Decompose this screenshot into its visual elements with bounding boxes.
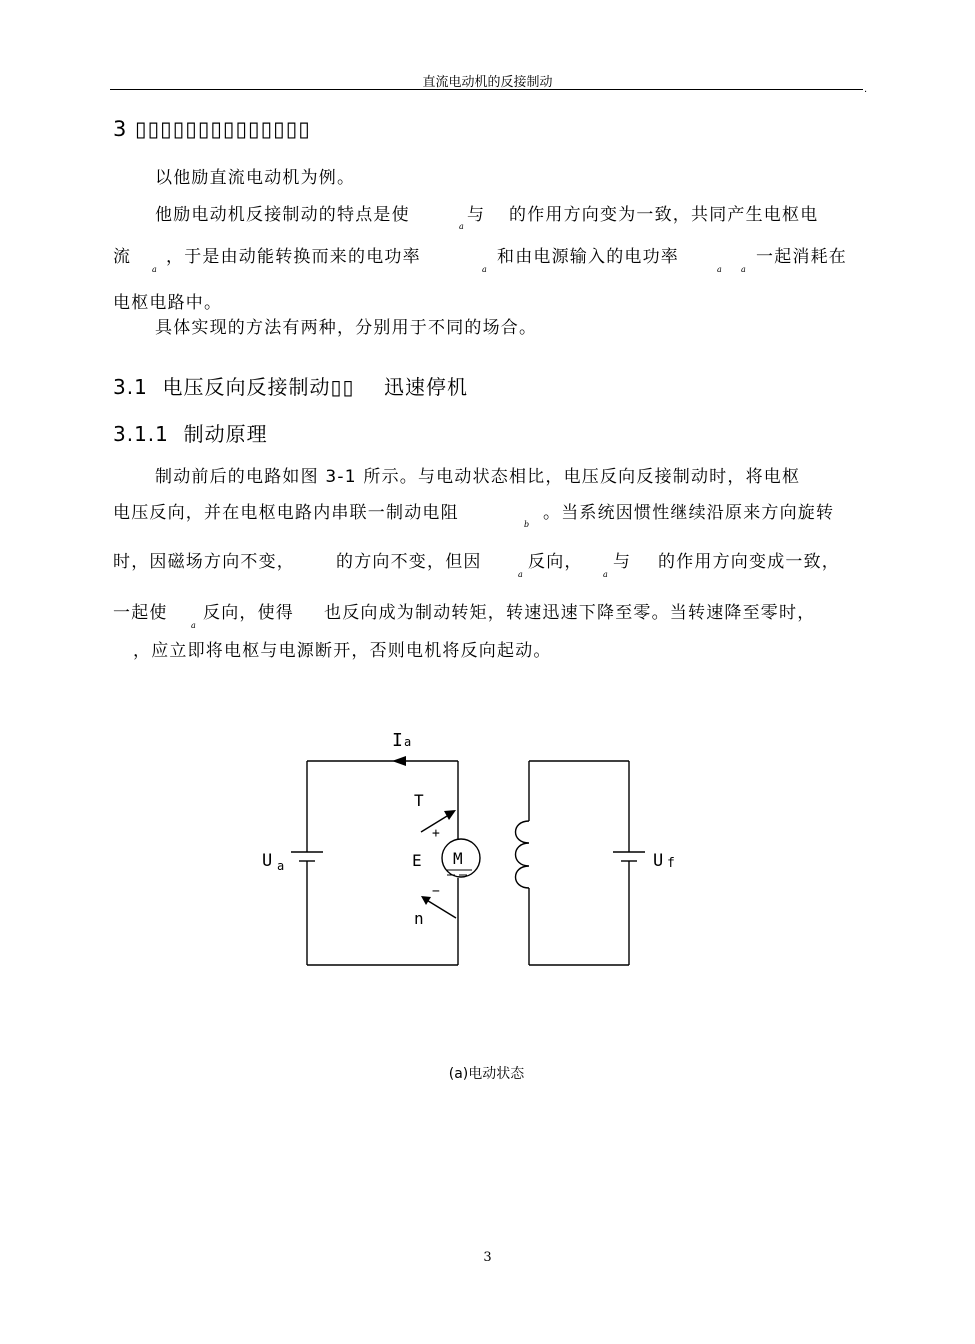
label-n: n: [414, 909, 424, 928]
principle-line-3-a: 时，因磁场方向不变，: [113, 552, 295, 572]
label-minus: −: [432, 884, 440, 899]
section-3-1-1-heading: [113, 418, 268, 447]
label-E: E: [412, 851, 422, 870]
section-3-1-1-title: 制动原理: [183, 422, 268, 446]
principle-line-3-d: 与: [613, 552, 632, 572]
principle-line-4-b: 反向，使得: [203, 603, 294, 623]
figure-caption: (a)电动状态: [448, 1066, 525, 1082]
principle-line-2-b: 。当系统因惯性继续沿原来方向旋转: [543, 503, 835, 523]
principle-line-4-c: 也反向成为制动转矩，转速迅速下降至零。当转速降至零时，: [324, 603, 816, 623]
subscript-a: a: [741, 265, 746, 274]
principle-line-2-a: 电压反向，并在电枢电路内串联一制动电阻: [113, 503, 459, 523]
paragraph-2-line-3: 电枢电路中。: [113, 293, 223, 313]
subscript-b: b: [524, 520, 530, 529]
speed-arrow-shaft: [425, 899, 456, 918]
principle-line-4-a: 一起使: [113, 603, 168, 623]
label-Ia: I: [392, 730, 403, 751]
field-coil: [516, 821, 530, 888]
subscript-a: a: [152, 265, 157, 274]
paragraph-2-line-2-c: 和由电源输入的电功率: [497, 247, 679, 267]
subscript-a: a: [518, 570, 523, 579]
paragraph-2-line-2-b: ，于是由动能转换而来的电功率: [166, 247, 421, 267]
page-number: 3: [483, 1250, 492, 1265]
principle-line-1: 制动前后的电路如图 3-1 所示。与电动状态相比，电压反向反接制动时，将电枢: [155, 467, 801, 487]
section-3-1-number: 3.1: [113, 375, 148, 399]
current-arrow-head: [392, 756, 406, 766]
label-Uf: U: [653, 851, 664, 871]
section-3-1-title-tail: 迅速停机: [383, 375, 468, 399]
header-divider: [110, 89, 863, 90]
subscript-a: a: [191, 621, 196, 630]
torque-arrow-head: [444, 810, 456, 820]
section-3-1-1-number: 3.1.1: [113, 422, 169, 446]
section-3-1-heading: [113, 371, 468, 400]
label-plus: +: [432, 826, 440, 841]
paragraph-2-line-2-a: 流: [113, 247, 132, 267]
label-Ua-sub: a: [277, 859, 285, 873]
page-header-title: 直流电动机的反接制动: [422, 75, 553, 90]
paragraph-2-line-1-a: 他励电动机反接制动的特点是使: [155, 205, 410, 225]
label-M: M: [453, 849, 463, 868]
circuit-diagram: [240, 720, 675, 980]
label-Ua: U: [262, 851, 273, 871]
paragraph-2-line-1-c: 的作用方向变为一致，共同产生电枢电: [509, 205, 819, 225]
subscript-a: a: [603, 570, 608, 579]
principle-line-5: ，应立即将电枢与电源断开，否则电机将反向起动。: [133, 641, 552, 661]
section-3-heading: 3 ▯▯▯▯▯▯▯▯▯▯▯▯▯▯: [113, 117, 311, 141]
label-Uf-sub: f: [667, 856, 675, 871]
header-dot: .: [864, 84, 868, 95]
paragraph-3: 具体实现的方法有两种，分别用于不同的场合。: [155, 318, 538, 338]
paragraph-2-line-1-b: 与: [467, 205, 486, 225]
principle-line-3-e: 的作用方向变成一致，: [658, 552, 840, 572]
principle-line-3-b: 的方向不变，但因: [336, 552, 482, 572]
section-3-1-title: 电压反向反接制动▯▯: [162, 375, 355, 399]
label-Ia-sub: a: [404, 735, 412, 749]
principle-line-3-c: 反向，: [528, 552, 583, 572]
paragraph-2-line-2-d: 一起消耗在: [756, 247, 847, 267]
paragraph-intro: 以他励直流电动机为例。: [155, 168, 356, 188]
subscript-a: a: [482, 265, 487, 274]
subscript-a: a: [459, 222, 464, 231]
subscript-a: a: [717, 265, 722, 274]
speed-arrow-head: [421, 896, 431, 905]
label-T: T: [414, 791, 424, 810]
